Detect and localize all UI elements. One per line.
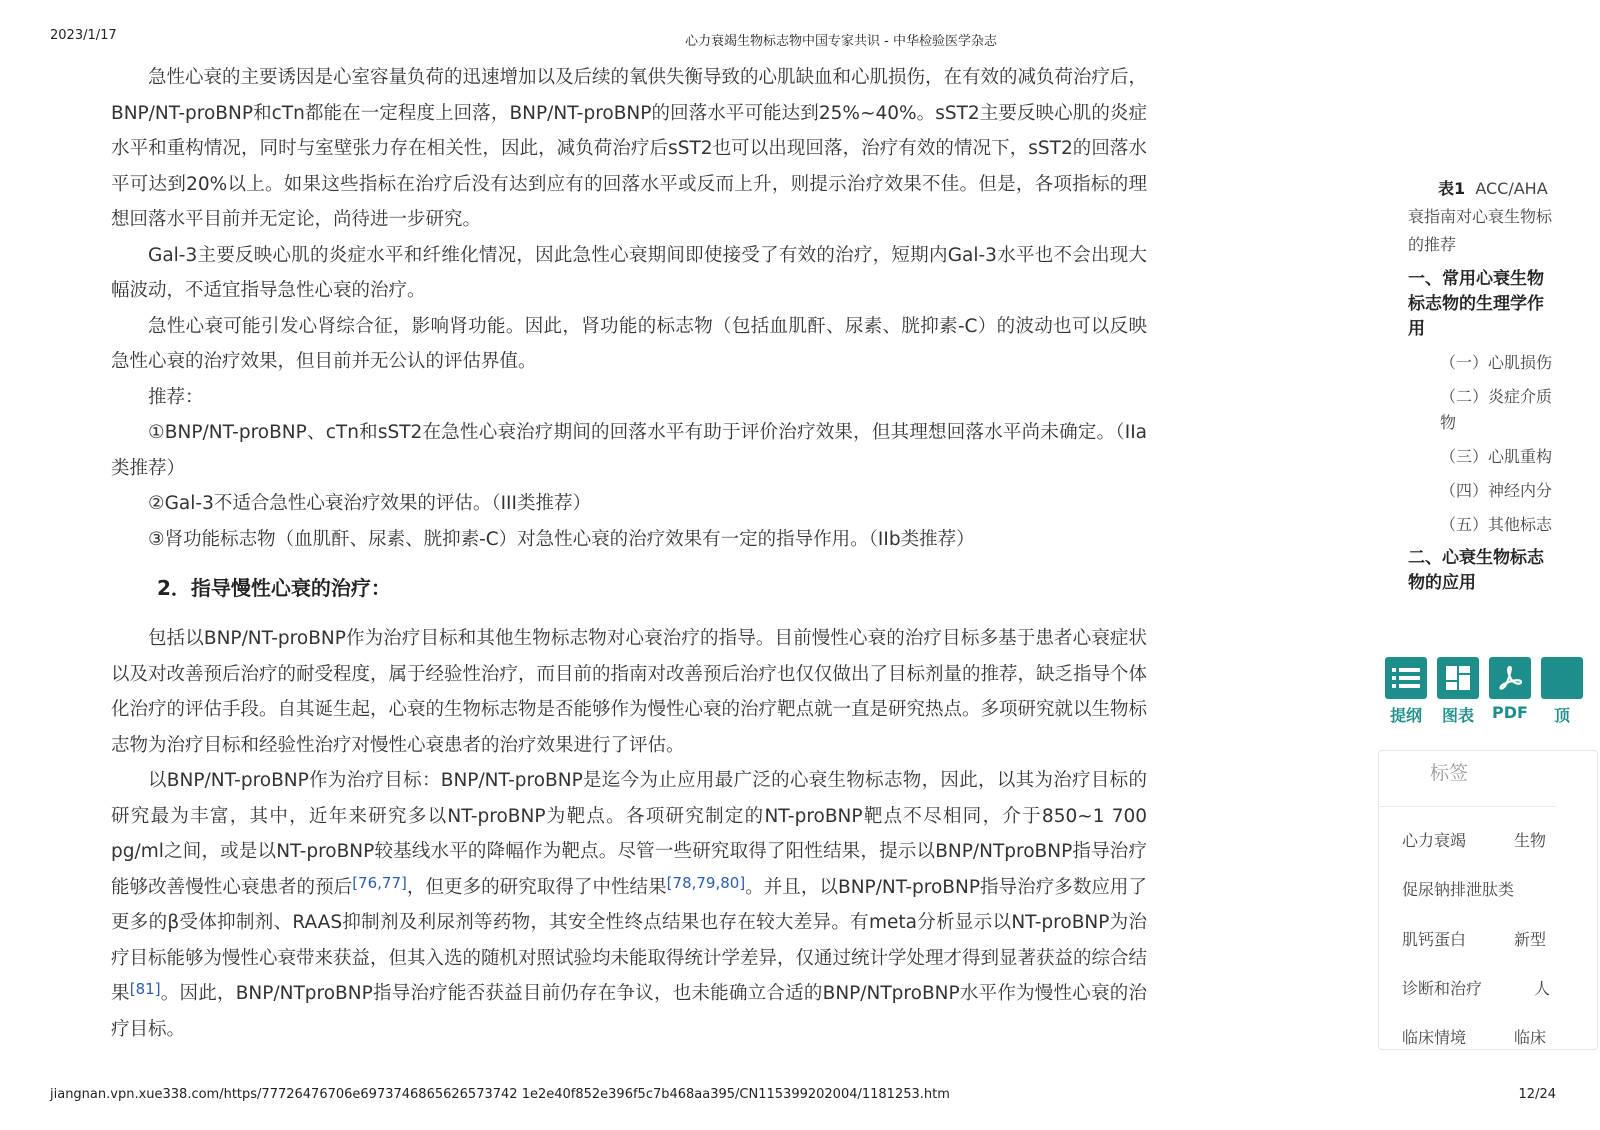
back-to-top-button[interactable] xyxy=(1540,657,1584,726)
toc-subsection[interactable]: （一）心肌损伤 xyxy=(1440,353,1553,372)
citation-link[interactable]: [81] xyxy=(129,980,161,998)
toc-subsection[interactable]: （三）心肌重构 xyxy=(1440,447,1553,466)
divider xyxy=(1379,806,1556,807)
top-icon xyxy=(1541,657,1583,699)
toc-section-1[interactable]: 一、常用心衰生物标志物的生理学作用 xyxy=(1408,269,1544,339)
table-caption: ACC/AHA xyxy=(1475,179,1548,198)
print-footer-url: jiangnan.vpn.xue338.com/https/77726476706e6973746865626573742 1e2e40f852e396f5c7b468aa395/CN115399202004/1181253.htm xyxy=(50,1087,950,1102)
paragraph-text: 。并且，以BNP/NT-proBNP指导治疗多数应用了更多的β受体抑制剂、RAAS抑制剂及利尿剂等药物，其安全性终点结果也存在较大差异。有meta分析显示以NT-proBNP为治疗目标能够为慢性心衰带来获益，但其入选的随机对照试验均未能取得统计学差异，仅通过统计学处理才得到显著获益的综合结果 xyxy=(111,876,1148,1004)
section-heading: 2．指导慢性心衰的治疗： xyxy=(157,576,391,600)
toc-subsection[interactable]: （四）神经内分 xyxy=(1440,481,1553,500)
tag-item[interactable]: 心力衰竭 xyxy=(1402,831,1467,850)
paragraph-text: ，但更多的研究取得了中性结果 xyxy=(406,876,667,898)
tag-item[interactable]: 促尿钠排泄肽类 xyxy=(1402,880,1515,899)
tag-item[interactable]: 诊断和治疗 xyxy=(1402,979,1483,998)
pdf-label: PDF xyxy=(1492,703,1528,722)
outline-panel xyxy=(1408,175,1556,596)
paragraph: 包括以BNP/NT-proBNP作为治疗目标和其他生物标志物对心衰治疗的指导。目前慢性心衰的治疗目标多基于患者心衰症状以及对改善预后治疗的耐受程度，属于经验性治疗，而目前的指南对改善预后治疗也仅仅做出了目标剂量的推荐，缺乏指导个体化治疗的评估手段。自其诞生起，心衰的生物标志物是否能够作为慢性心衰的治疗靶点就一直是研究热点。多项研究就以生物标志物为治疗目标和经验性治疗对慢性心衰患者的治疗效果进行了评估。 xyxy=(111,628,1148,756)
grid-icon xyxy=(1437,657,1479,699)
print-page-number: 12/24 xyxy=(1518,1087,1556,1102)
outline-label: 提纲 xyxy=(1389,706,1422,725)
list-icon xyxy=(1385,657,1427,699)
tags-panel xyxy=(1378,740,1556,1060)
pdf-button[interactable] xyxy=(1488,657,1532,722)
toc-table-link[interactable] xyxy=(1408,175,1556,203)
paragraph: Gal-3主要反映心肌的炎症水平和纤维化情况，因此急性心衰期间即使接受了有效的治疗，短期内Gal-3水平也不会出现大幅波动，不适宜指导急性心衰的治疗。 xyxy=(111,244,1147,301)
recommendation-item: ②Gal-3不适合急性心衰治疗效果的评估。（III类推荐） xyxy=(148,493,591,514)
tag-item[interactable]: 生物 xyxy=(1514,831,1547,850)
print-date: 2023/1/17 xyxy=(50,28,117,43)
recommendation-item: ③肾功能标志物（血肌酐、尿素、胱抑素-C）对急性心衰的治疗效果有一定的指导作用。（IIb类推荐） xyxy=(148,528,975,550)
tag-item[interactable]: 临床情境 xyxy=(1402,1028,1467,1047)
paragraph xyxy=(111,763,1147,1047)
figures-button[interactable] xyxy=(1436,657,1480,726)
tag-item[interactable]: 临床 xyxy=(1514,1028,1547,1047)
toc-section-2[interactable]: 二、心衰生物标志物的应用 xyxy=(1408,548,1544,593)
tag-item[interactable]: 新型 xyxy=(1514,930,1547,949)
recommendation-item: ①BNP/NT-proBNP、cTn和sST2在急性心衰治疗期间的回落水平有助于评价治疗效果，但其理想回落水平尚未确定。（IIa类推荐） xyxy=(111,422,1147,479)
tags-title: 标签 xyxy=(1430,762,1469,784)
tag-item[interactable]: 肌钙蛋白 xyxy=(1402,930,1467,949)
paragraph: 急性心衰的主要诱因是心室容量负荷的迅速增加以及后续的氧供失衡导致的心肌缺血和心肌损伤，在有效的减负荷治疗后，BNP/NT-proBNP和cTn都能在一定程度上回落，BNP/NT-proBNP的回落水平可能达到25%~40%。sST2主要反映心肌的炎症水平和重构情况，同时与室壁张力存在相关性，因此，减负荷治疗后sST2也可以出现回落，治疗有效的情况下，sST2的回落水平可达到20%以上。如果这些指标在治疗后没有达到应有的回落水平或反而上升，则提示治疗效果不佳。但是，各项指标的理想回落水平目前并无定论，尚待进一步研究。 xyxy=(111,67,1148,230)
pdf-icon xyxy=(1489,657,1531,699)
paragraph-text: 。因此，BNP/NTproBNP指导治疗能否获益目前仍存在争议，也未能确立合适的BNP/NTproBNP水平作为慢性心衰的治疗目标。 xyxy=(111,983,1147,1040)
print-page-title: 心力衰竭生物标志物中国专家共识 - 中华检验医学杂志 xyxy=(685,34,997,49)
table-caption: 衰指南对心衰生物标 xyxy=(1408,207,1553,226)
figures-label: 图表 xyxy=(1441,706,1474,725)
article-body xyxy=(111,60,1147,1047)
tags-border xyxy=(1378,750,1598,1050)
toc-subsection[interactable]: （二）炎症介质物 xyxy=(1440,387,1553,432)
citation-link[interactable]: [78,79,80] xyxy=(666,873,746,892)
paragraph-text: 以BNP/NT-proBNP作为治疗目标：BNP/NT-proBNP是迄今为止应用最广泛的心衰生物标志物，因此，以其为治疗目标的研究最为丰富，其中，近年来研究多以NT-proBNP为靶点。各项研究制定的NT-proBNP靶点不尽相同，介于850~1 700 pg/ml之间，或是以NT-proBNP较基线水平的降幅作为靶点。尽管一些研究取得了阳性结果，提示以BNP/NTproBNP指导治疗能够改善慢性心衰患者的预后 xyxy=(111,770,1147,898)
top-label: 顶 xyxy=(1553,706,1570,725)
citation-link[interactable]: [76,77] xyxy=(352,873,407,892)
outline-button[interactable] xyxy=(1384,657,1428,726)
paragraph: 急性心衰可能引发心肾综合征，影响肾功能。因此，肾功能的标志物（包括血肌酐、尿素、胱抑素-C）的波动也可以反映急性心衰的治疗效果，但目前并无公认的评估界值。 xyxy=(111,315,1147,372)
tag-item[interactable]: 人 xyxy=(1534,979,1551,998)
side-toolbar xyxy=(1384,657,1570,727)
recommendation-heading: 推荐： xyxy=(148,386,204,408)
table-caption: 的推荐 xyxy=(1408,235,1457,254)
table-label: 表1 xyxy=(1438,179,1466,198)
toc-subsection[interactable]: （五）其他标志 xyxy=(1440,515,1553,534)
